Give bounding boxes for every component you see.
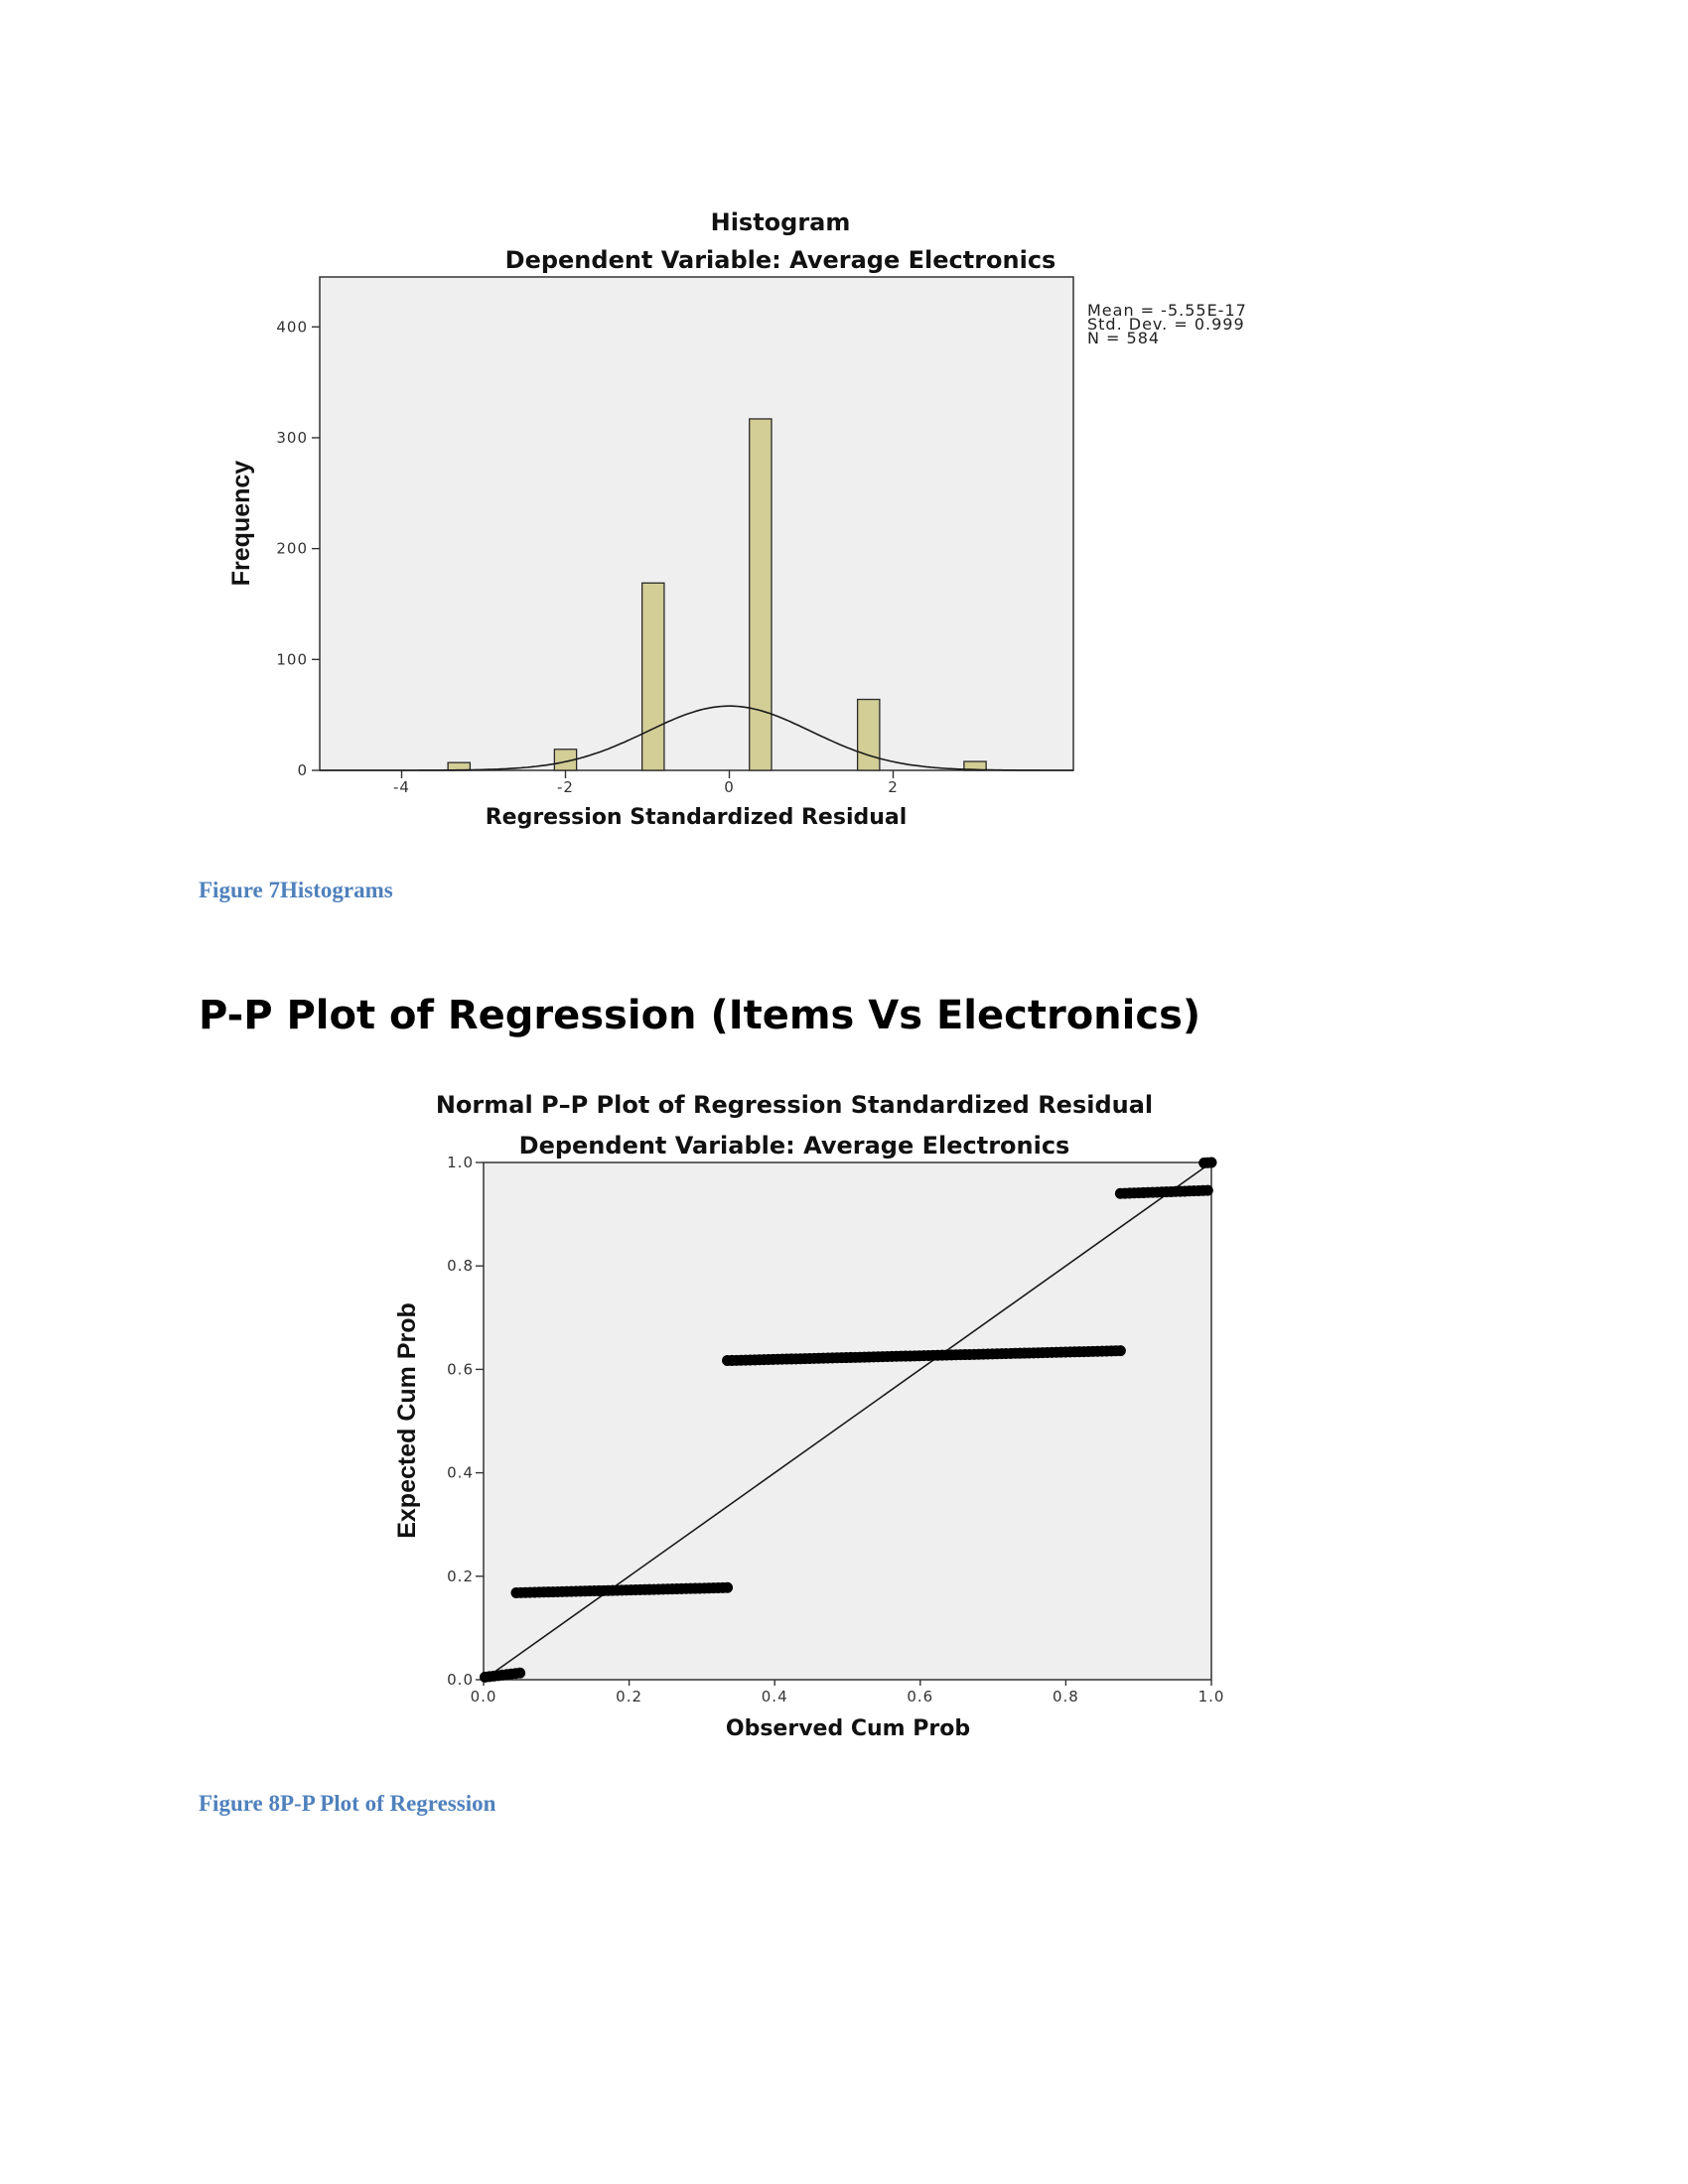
pp-y-tick-label: 0.2 bbox=[447, 1567, 474, 1585]
pp-plot-chart bbox=[393, 1091, 1224, 1741]
pp-plot-subtitle: Dependent Variable: Average Electronics bbox=[518, 1132, 1070, 1160]
figure-7-caption: Figure 7Histograms bbox=[199, 878, 393, 902]
histogram-stat-sd: Std. Dev. = 0.999 bbox=[1087, 315, 1245, 334]
pp-plot-x-label: Observed Cum Prob bbox=[725, 1716, 971, 1741]
histogram-x-label: Regression Standardized Residual bbox=[485, 805, 908, 830]
pp-x-tick-label: 0.4 bbox=[761, 1688, 788, 1706]
histogram-bar bbox=[750, 419, 772, 770]
pp-data-point bbox=[722, 1582, 732, 1592]
pp-y-tick-label: 0.4 bbox=[447, 1463, 474, 1482]
histogram-x-tick-label: 0 bbox=[724, 778, 735, 796]
histogram-y-tick-label: 100 bbox=[276, 650, 308, 669]
histogram-x-tick-label: -4 bbox=[393, 778, 410, 796]
histogram-y-tick-label: 200 bbox=[276, 539, 308, 558]
histogram-chart bbox=[227, 208, 1247, 830]
pp-y-tick-label: 0.8 bbox=[447, 1257, 474, 1276]
pp-y-tick-label: 0.6 bbox=[447, 1360, 474, 1379]
histogram-y-tick-label: 0 bbox=[297, 761, 308, 779]
pp-plot-y-label: Expected Cum Prob bbox=[393, 1302, 421, 1539]
histogram-y-tick-label: 400 bbox=[276, 318, 308, 337]
figure-8-caption: Figure 8P-P Plot of Regression bbox=[199, 1791, 496, 1816]
histogram-title: Histogram bbox=[710, 208, 851, 236]
pp-data-point bbox=[1206, 1158, 1216, 1167]
histogram-y-label: Frequency bbox=[227, 460, 255, 587]
histogram-subtitle: Dependent Variable: Average Electronics bbox=[504, 246, 1056, 274]
histogram-stat-n: N = 584 bbox=[1087, 329, 1161, 347]
pp-data-point bbox=[1115, 1345, 1125, 1355]
pp-x-tick-label: 0.0 bbox=[470, 1688, 497, 1706]
pp-plot-title: Normal P–P Plot of Regression Standardized Residual bbox=[435, 1091, 1154, 1119]
histogram-bar bbox=[858, 700, 880, 770]
pp-x-tick-label: 0.2 bbox=[616, 1688, 643, 1706]
histogram-bar bbox=[642, 583, 664, 770]
histogram-x-tick-label: -2 bbox=[557, 778, 574, 796]
histogram-stat-mean: Mean = -5.55E-17 bbox=[1087, 301, 1247, 320]
histogram-y-tick-label: 300 bbox=[276, 428, 308, 447]
pp-y-tick-label: 1.0 bbox=[447, 1154, 474, 1171]
pp-data-point bbox=[514, 1668, 524, 1678]
histogram-plot-area bbox=[320, 277, 1073, 770]
pp-x-tick-label: 1.0 bbox=[1197, 1688, 1225, 1706]
pp-y-tick-label: 0.0 bbox=[447, 1671, 474, 1689]
histogram-x-tick-label: 2 bbox=[888, 778, 899, 796]
pp-data-point bbox=[1202, 1185, 1212, 1195]
pp-x-tick-label: 0.8 bbox=[1052, 1688, 1079, 1706]
section-heading: P-P Plot of Regression (Items Vs Electronics) bbox=[199, 993, 1201, 1038]
pp-x-tick-label: 0.6 bbox=[907, 1688, 934, 1706]
